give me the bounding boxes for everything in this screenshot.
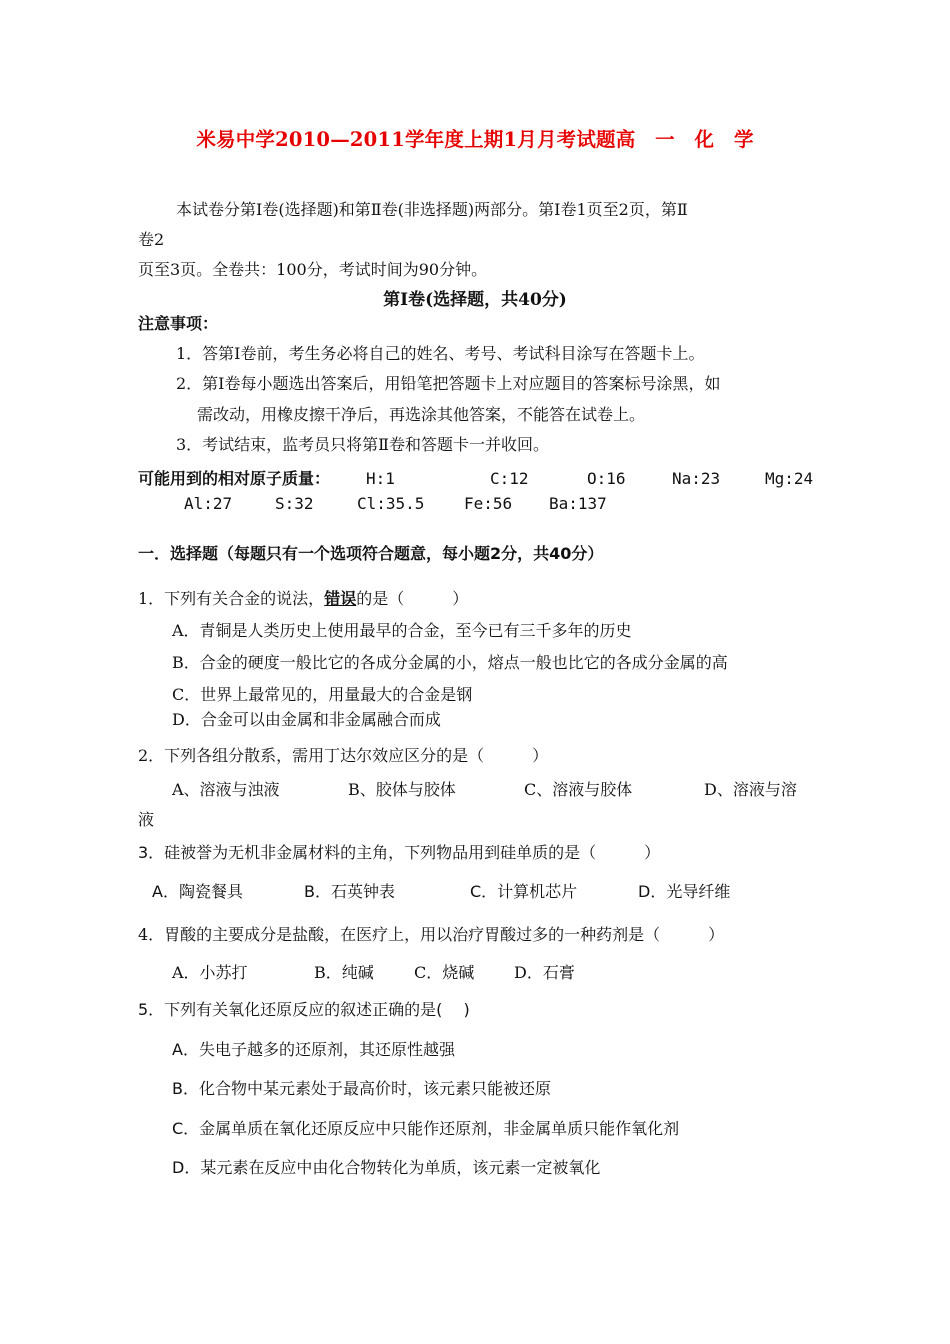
intro-line-1: 本试卷分第Ⅰ卷(选择题)和第Ⅱ卷(非选择题)两部分。第Ⅰ卷1页至2页，第Ⅱ [176,200,688,219]
question-4-stem: 4．胃酸的主要成分是盐酸，在医疗上，用以治疗胃酸过多的一种药剂是（ ） [138,925,725,944]
question-4-option-a: A．小苏打 [172,963,248,982]
exam-title: 米易中学2010—2011学年度上期1月月考试题高 一 化 学 [196,128,754,151]
question-3-option-d: D．光导纤维 [638,882,731,901]
question-3-option-a: A．陶瓷餐具 [152,882,243,901]
question-5-stem: 5．下列有关氧化还原反应的叙述正确的是( ) [138,1000,470,1019]
question-4-option-b: B．纯碱 [314,963,374,982]
atomic-mass-row-2 [0,493,950,515]
atomic-mass-cl: Cl:35.5 [357,494,425,513]
question-3-options [0,881,950,903]
part-heading: 一．选择题（每题只有一个选项符合题意，每小题2分，共40分） [138,544,604,563]
question-1-option-b: B．合金的硬度一般比它的各成分金属的小，熔点一般也比它的各成分金属的高 [172,653,728,672]
atomic-mass-h: H:1 [366,469,395,488]
intro-line-2: 卷2 [138,230,165,249]
question-2-option-d-wrap: 液 [138,810,155,829]
question-2-option-c: C、溶液与胶体 [524,780,633,799]
question-1-stem-suffix: 的是（ ） [356,589,469,608]
question-1-stem [138,588,468,610]
atomic-mass-c: C:12 [490,469,529,488]
question-2-option-d: D、溶液与溶 [704,780,797,799]
atomic-mass-na: Na:23 [672,469,721,488]
question-4-options [0,962,950,984]
atomic-mass-al: Al:27 [184,494,233,513]
question-5-option-d: D．某元素在反应中由化合物转化为单质，该元素一定被氧化 [172,1158,601,1177]
atomic-mass-o: O:16 [587,469,626,488]
notice-heading: 注意事项： [138,314,219,333]
question-2-option-b: B、胶体与胶体 [348,780,456,799]
notice-item-2-cont: 需改动，用橡皮擦干净后，再选涂其他答案，不能答在试卷上。 [197,405,646,424]
atomic-mass-s: S:32 [275,494,314,513]
question-5-option-b: B．化合物中某元素处于最高价时，该元素只能被还原 [172,1079,551,1098]
section-heading: 第Ⅰ卷(选择题，共40分) [383,290,567,310]
atomic-mass-mg: Mg:24 [765,469,814,488]
question-1-emphasis: 错误 [324,589,357,608]
atomic-mass-row-1 [0,468,950,490]
question-2-option-a: A、溶液与浊液 [172,780,280,799]
notice-item-3: 3．考试结束，监考员只将第Ⅱ卷和答题卡一并收回。 [176,435,550,454]
atomic-mass-fe: Fe:56 [464,494,513,513]
question-1-option-d: D．合金可以由金属和非金属融合而成 [172,710,441,729]
question-5-option-a: A．失电子越多的还原剂，其还原性越强 [172,1040,455,1059]
notice-item-1: 1．答第Ⅰ卷前，考生务必将自己的姓名、考号、考试科目涂写在答题卡上。 [176,344,705,363]
question-1-stem-prefix: 1．下列有关合金的说法， [138,589,325,608]
question-4-option-c: C．烧碱 [414,963,475,982]
question-2-options [0,779,950,801]
intro-line-3: 页至3页。全卷共：100分，考试时间为90分钟。 [138,260,488,279]
question-3-option-b: B．石英钟表 [304,882,395,901]
question-4-option-d: D．石膏 [514,963,575,982]
atomic-mass-ba: Ba:137 [549,494,607,513]
question-3-stem: 3．硅被誉为无机非金属材料的主角，下列物品用到硅单质的是（ ） [138,843,661,862]
notice-item-2: 2．第Ⅰ卷每小题选出答案后，用铅笔把答题卡上对应题目的答案标号涂黑，如 [176,374,721,393]
question-3-option-c: C．计算机芯片 [470,882,578,901]
question-1-option-a: A．青铜是人类历史上使用最早的合金，至今已有三千多年的历史 [172,621,632,640]
question-1-option-c: C．世界上最常见的，用量最大的合金是钢 [172,685,473,704]
atomic-mass-label: 可能用到的相对原子质量： [138,469,331,488]
question-5-option-c: C．金属单质在氧化还原反应中只能作还原剂，非金属单质只能作氧化剂 [172,1119,680,1138]
question-2-stem: 2．下列各组分散系，需用丁达尔效应区分的是（ ） [138,746,549,765]
